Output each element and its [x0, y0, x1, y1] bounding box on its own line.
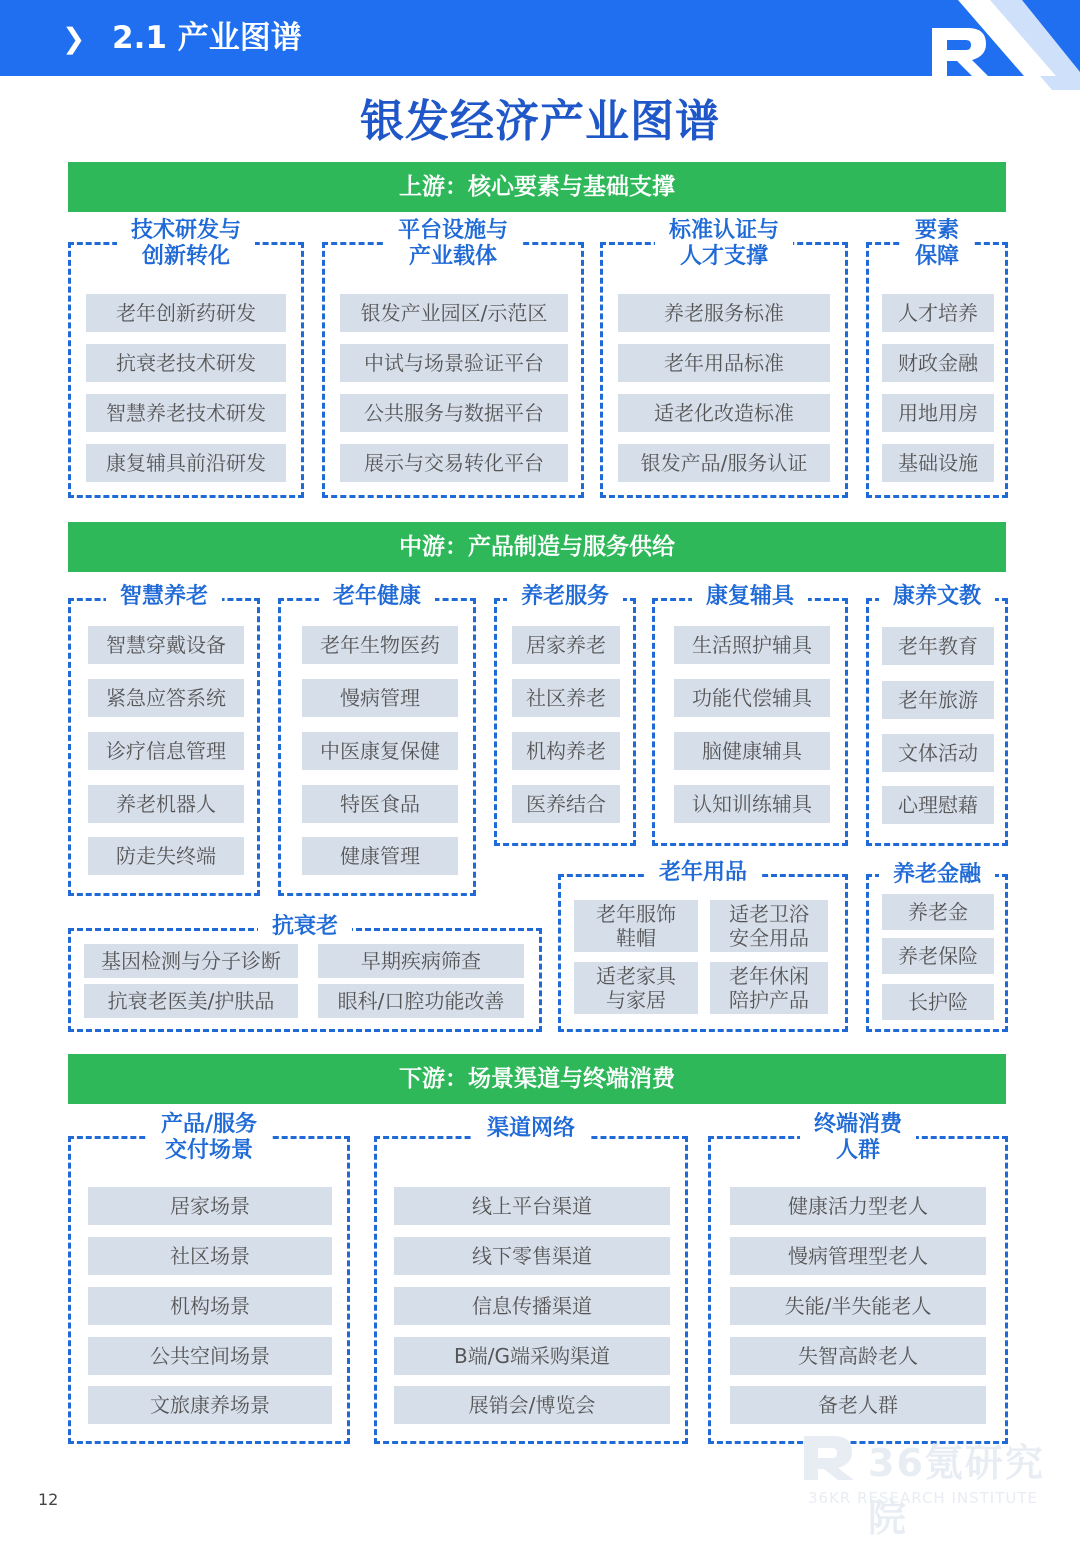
list-item: 备老人群 [730, 1386, 986, 1424]
list-item: 老年旅游 [882, 681, 994, 719]
page-number: 12 [38, 1490, 59, 1509]
list-item: 防走失终端 [88, 837, 244, 875]
list-item: B端/G端采购渠道 [394, 1337, 670, 1375]
list-item-line: 与家居 [606, 988, 666, 1012]
list-item: 居家养老 [512, 626, 620, 664]
upstream-group-title [384, 218, 522, 270]
group-title-line: 老年健康 [333, 584, 422, 609]
list-item: 基因检测与分子诊断 [84, 944, 298, 978]
midstream-bar: 中游：产品制造与服务供给 [68, 522, 1006, 572]
section-title: 2.1 产业图谱 [112, 20, 302, 56]
list-item: 功能代偿辅具 [674, 679, 830, 717]
midstream-group-title [692, 584, 808, 610]
list-item-line: 老年休闲 [729, 964, 809, 988]
list-item-line: 鞋帽 [616, 926, 656, 950]
group-title-line: 产业载体 [409, 244, 498, 269]
downstream-bar: 下游：场景渠道与终端消费 [68, 1054, 1006, 1104]
downstream-group-title [800, 1112, 916, 1164]
group-title-line: 康养文教 [893, 584, 982, 609]
group-title-line: 标准认证与 [669, 218, 780, 243]
list-item: 老年生物医药 [302, 626, 458, 664]
list-item: 信息传播渠道 [394, 1287, 670, 1325]
midstream-group-title [879, 862, 995, 888]
chart-title: 银发经济产业图谱 [360, 96, 720, 147]
list-item: 智慧养老技术研发 [86, 394, 286, 432]
list-item: 适老化改造标准 [618, 394, 830, 432]
group-title-line: 终端消费 [814, 1112, 903, 1137]
list-item: 用地用房 [882, 394, 994, 432]
upstream-group-title [655, 218, 793, 270]
group-title-line: 渠道网络 [487, 1116, 576, 1141]
list-item: 养老服务标准 [618, 294, 830, 332]
list-item: 展销会/博览会 [394, 1386, 670, 1424]
list-item: 健康管理 [302, 837, 458, 875]
group-title-line: 产品/服务 [161, 1112, 258, 1137]
list-item: 基础设施 [882, 444, 994, 482]
group-title-line: 创新转化 [142, 244, 231, 269]
list-item: 中医康复保健 [302, 732, 458, 770]
list-item: 眼科/口腔功能改善 [318, 984, 524, 1018]
list-item: 社区养老 [512, 679, 620, 717]
group-title-line: 养老服务 [521, 584, 610, 609]
list-item: 早期疾病筛查 [318, 944, 524, 978]
list-item: 财政金融 [882, 344, 994, 382]
group-title-line: 养老金融 [893, 862, 982, 887]
group-title-line: 保障 [915, 244, 960, 269]
list-item: 生活照护辅具 [674, 626, 830, 664]
list-item: 抗衰老医美/护肤品 [84, 984, 298, 1018]
list-item: 公共空间场景 [88, 1337, 332, 1375]
list-item: 老年创新药研发 [86, 294, 286, 332]
midstream-group-title [507, 584, 623, 610]
watermark-subtitle: 36KR RESEARCH INSTITUTE [808, 1489, 1039, 1507]
list-item: 机构养老 [512, 732, 620, 770]
list-item: 老年教育 [882, 627, 994, 665]
list-item: 认知训练辅具 [674, 785, 830, 823]
midstream-group-title [258, 914, 352, 940]
downstream-group-title [473, 1116, 589, 1142]
list-item [574, 900, 698, 952]
group-title-line: 抗衰老 [272, 914, 339, 939]
group-title-line: 老年用品 [659, 860, 748, 885]
list-item: 脑健康辅具 [674, 732, 830, 770]
list-item: 养老金 [882, 894, 994, 930]
list-item: 特医食品 [302, 785, 458, 823]
list-item: 中试与场景验证平台 [340, 344, 568, 382]
midstream-group-title [879, 584, 995, 610]
midstream-group-title [645, 860, 761, 886]
downstream-group-title [147, 1112, 271, 1164]
midstream-group-title [319, 584, 435, 610]
list-item: 老年用品标准 [618, 344, 830, 382]
midstream-group-title [106, 584, 222, 610]
list-item: 健康活力型老人 [730, 1187, 986, 1225]
list-item: 慢病管理 [302, 679, 458, 717]
list-item: 文体活动 [882, 734, 994, 772]
list-item: 长护险 [882, 984, 994, 1020]
list-item: 线下零售渠道 [394, 1237, 670, 1275]
list-item: 心理慰藉 [882, 786, 994, 824]
list-item: 养老保险 [882, 938, 994, 974]
group-title-line: 智慧养老 [120, 584, 209, 609]
group-title-line: 交付场景 [165, 1138, 254, 1163]
chevron-right-icon: ❯ [62, 22, 86, 55]
list-item: 公共服务与数据平台 [340, 394, 568, 432]
list-item: 智慧穿戴设备 [88, 626, 244, 664]
group-title-line: 人群 [836, 1138, 881, 1163]
group-title-line: 平台设施与 [398, 218, 509, 243]
list-item: 展示与交易转化平台 [340, 444, 568, 482]
brand-logo-icon [0, 0, 1080, 100]
group-title-line: 康复辅具 [706, 584, 795, 609]
list-item: 银发产业园区/示范区 [340, 294, 568, 332]
list-item: 文旅康养场景 [88, 1386, 332, 1424]
list-item: 失智高龄老人 [730, 1337, 986, 1375]
list-item: 医养结合 [512, 785, 620, 823]
list-item [710, 900, 828, 952]
list-item: 社区场景 [88, 1237, 332, 1275]
list-item: 人才培养 [882, 294, 994, 332]
upstream-bar: 上游：核心要素与基础支撑 [68, 162, 1006, 212]
list-item: 失能/半失能老人 [730, 1287, 986, 1325]
list-item [574, 962, 698, 1014]
watermark-text: 36氪研究院 [868, 1441, 1045, 1540]
list-item: 诊疗信息管理 [88, 732, 244, 770]
group-title-line: 要素 [915, 218, 960, 243]
watermark-logo-icon [800, 1432, 860, 1482]
upstream-group-title [117, 218, 255, 270]
group-title-line: 技术研发与 [131, 218, 242, 243]
list-item: 银发产品/服务认证 [618, 444, 830, 482]
list-item: 机构场景 [88, 1287, 332, 1325]
list-item: 慢病管理型老人 [730, 1237, 986, 1275]
list-item-line: 陪护产品 [729, 988, 809, 1012]
list-item: 线上平台渠道 [394, 1187, 670, 1225]
upstream-group-title [901, 218, 973, 270]
list-item: 紧急应答系统 [88, 679, 244, 717]
list-item-line: 适老家具 [596, 964, 676, 988]
list-item: 养老机器人 [88, 785, 244, 823]
group-title-line: 人才支撑 [680, 244, 769, 269]
list-item-line: 安全用品 [729, 926, 809, 950]
list-item-line: 老年服饰 [596, 902, 676, 926]
list-item: 居家场景 [88, 1187, 332, 1225]
list-item: 抗衰老技术研发 [86, 344, 286, 382]
list-item: 康复辅具前沿研发 [86, 444, 286, 482]
list-item [710, 962, 828, 1014]
list-item-line: 适老卫浴 [729, 902, 809, 926]
